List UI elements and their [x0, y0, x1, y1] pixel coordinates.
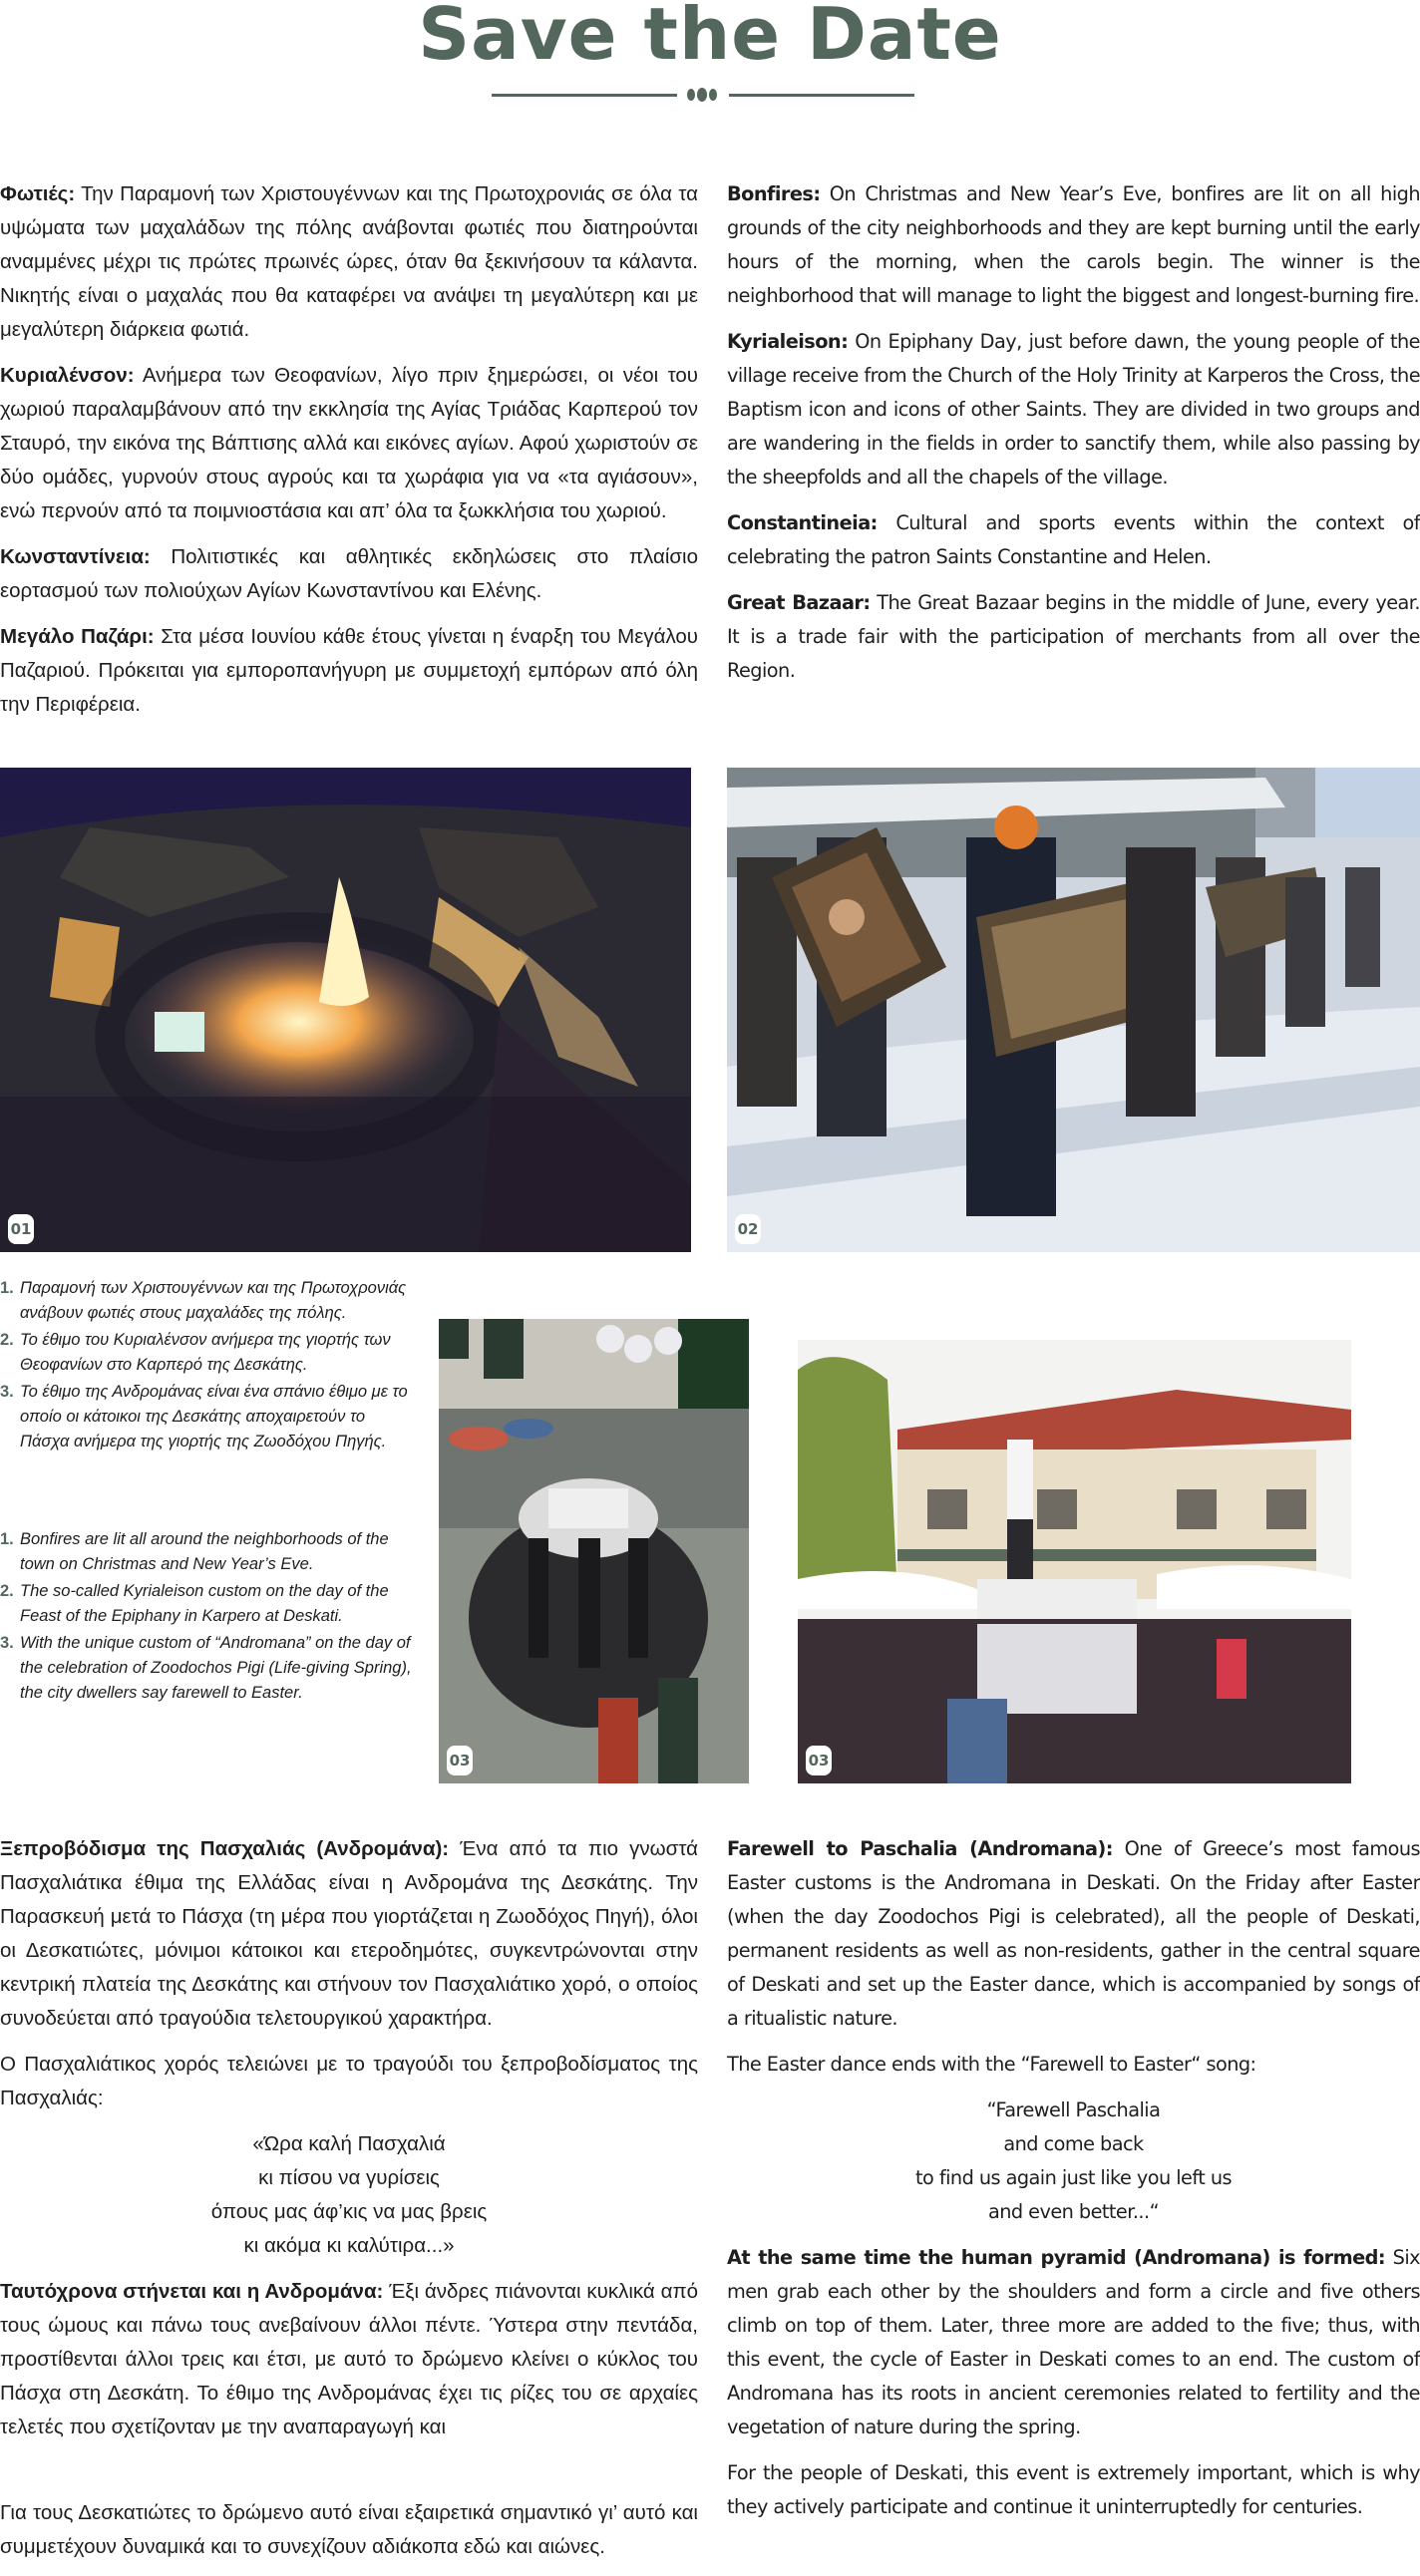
caption-item — [0, 1276, 419, 1326]
body-text: On Epiphany Day, just before dawn, the young people of the village receive from the Church of the Holy Trinity at Karperos the Cross, the Baptism icon and icons of other Saints. They are divided in two groups and are wandering in the fields in order to sanctify them, while also passing by the sheepfolds and all the chapels of the village. — [727, 330, 1420, 488]
paragraph-great-bazaar — [727, 586, 1420, 688]
body-text: Την Παραμονή των Χριστουγέννων και της Πρωτοχρονιάς σε όλα τα υψώματα των μαχαλάδων της πόλης ανάβονται φωτιές που διατηρούνται αναμμένες μέχρι τις πρώτες πρωινές ώρες, όταν θα ξεκινήσουν τα κάλαντα. Νικητής είναι ο μαχαλάς που θα καταφέρει να ανάψει τη μεγαλύτερη και με μεγαλύτερη διάρκεια φωτιά. — [0, 182, 698, 341]
body-text: On Christmas and New Year’s Eve, bonfires are lit on all high grounds of the city neighborhoods and they are kept burning until the early hours of the morning, when the carols begin. The winner is the neighborhood that will manage to light the biggest and longest-burning fire. — [727, 182, 1420, 307]
paragraph-andromana-intro — [727, 1832, 1420, 2036]
body-text: Στα μέσα Ιουνίου κάθε έτους γίνεται η έναρξη του Μεγάλου Παζαριού. Πρόκειται για εμποροπανήγυρη με συμμετοχή εμπόρων από όλη την Περιφέρεια. — [0, 625, 698, 716]
body-text: One of Greece’s most famous Easter customs is the Andromana in Deskati. On the Friday after Easter (when the day Zoodochos Pigi is celebrated), all the people of Deskati, permanent residents as well as non-residents, gather in the central square of Deskati and set up the Easter dance, which is accompanied by songs of a ritualistic nature. — [727, 1837, 1420, 2030]
caption-number: 3. — [0, 1383, 14, 1401]
paragraph-kyrialeison — [727, 325, 1420, 494]
paragraph-konstantineia — [0, 540, 698, 608]
caption-item — [0, 1527, 419, 1577]
photo-captions-greek — [0, 1276, 419, 1456]
term: Μεγάλο Παζάρι: — [0, 625, 155, 648]
caption-item — [0, 1579, 419, 1629]
caption-item — [0, 1631, 419, 1706]
divider-dot — [709, 89, 717, 101]
paragraph-fotes — [0, 177, 698, 347]
term: Φωτιές: — [0, 182, 76, 205]
term: Ξεπροβόδισμα της Πασχαλιάς (Ανδρομάνα): — [0, 1837, 450, 1860]
term: Κυριαλένσον: — [0, 364, 135, 387]
caption-number: 1. — [0, 1279, 14, 1297]
lyric-line: to find us again just like you left us — [915, 2166, 1232, 2189]
english-events-column — [727, 177, 1420, 700]
paragraph-megalo-pazari — [0, 620, 698, 722]
body-text: Ανήμερα των Θεοφανίων, λίγο πριν ξημερώσει, οι νέοι του χωριού παραλαμβάνουν από την εκκλησία της Αγίας Τριάδας Καρπερού τον Σταυρό, την εικόνα της Βάπτισης αλλά και εικόνες αγίων. Αφού χωριστούν σε δύο ομάδες, γυρνούν στους αγρούς και τα χωράφια για να «τα αγιάσουν», ενώ περνούν από τα ποιμνιοστάσια και απ’ όλα τα ξωκκλήσια του χωριού. — [0, 364, 698, 522]
body-text: Έξι άνδρες πιάνονται κυκλικά από τους ώμους και πάνω τους ανεβαίνουν άλλοι πέντε. Ύστερα στην πεντάδα, προστίθενται άλλοι τρεις και έτσι, με αυτό το δρώμενο κλείνει ο κύκλος του Πάσχα στη Δεσκάτη. Το έθιμο της Ανδρομάνας έχει τις ρίζες του σε αρχαίες τελετές που σχετίζονταν με την αναπαραγωγή και — [0, 2280, 698, 2438]
term: Κωνσταντίνεια: — [0, 545, 151, 568]
caption-text: Bonfires are lit all around the neighborhoods of the town on Christmas and New Year’s Eve. — [20, 1530, 389, 1573]
lyric-line: and come back — [1003, 2132, 1144, 2155]
body-text: Six men grab each other by the shoulders and form a circle and five others climb on top of them. Later, three more are added to the five; thus, with this event, the cycle of Easter in Deskati comes to an end. The custom of Andromana has its roots in ancient ceremonies related to fertility and the vegetation of nature during the spring. — [727, 2246, 1420, 2438]
photo-number-badge: 01 — [8, 1214, 34, 1244]
greek-events-column — [0, 177, 698, 734]
caption-text: Παραμονή των Χριστουγέννων και της Πρωτοχρονιάς ανάβουν φωτιές στους μαχαλάδες της πόλης. — [20, 1279, 407, 1322]
caption-text: Το έθιμο του Κυριαλένσον ανήμερα της γιορτής των Θεοφανίων στο Καρπερό της Δεσκάτης. — [20, 1331, 391, 1374]
body-text: Cultural and sports events within the context of celebrating the patron Saints Constantine and Helen. — [727, 511, 1420, 568]
paragraph-dance-ending: Ο Πασχαλιάτικος χορός τελειώνει με το τραγούδι του ξεπροβοδίσματος της Πασχαλιάς: — [0, 2053, 698, 2109]
divider-line-right — [729, 94, 914, 97]
song-lyrics-english — [727, 2093, 1420, 2229]
caption-number: 1. — [0, 1530, 14, 1548]
caption-text: With the unique custom of “Andromana” on the day of the celebration of Zoodochos Pigi (Life-giving Spring), the city dwellers say farewell to Easter. — [20, 1634, 412, 1702]
caption-number: 2. — [0, 1582, 14, 1600]
lyric-line: κι πίσου να γυρίσεις — [258, 2166, 440, 2189]
caption-number: 3. — [0, 1634, 14, 1652]
photo-number-badge: 03 — [447, 1746, 473, 1775]
body-text: The Great Bazaar begins in the middle of June, every year. It is a trade fair with the participation of merchants from all over the Region. — [727, 591, 1420, 682]
term: Great Bazaar: — [727, 591, 871, 614]
caption-item — [0, 1328, 419, 1378]
english-andromana-column — [727, 1832, 1420, 2536]
title-divider-ornament — [492, 86, 914, 102]
photo-number-badge: 03 — [806, 1746, 832, 1775]
song-lyrics-greek — [0, 2127, 698, 2263]
human-pyramid-photo — [798, 1340, 1351, 1783]
caption-number: 2. — [0, 1331, 14, 1349]
lyric-line: “Farewell Paschalia — [986, 2098, 1161, 2121]
bonfire-photo — [0, 768, 691, 1252]
term: Kyrialeison: — [727, 330, 849, 353]
caption-text: The so-called Kyrialeison custom on the day of the Feast of the Epiphany in Karpero at Deskati. — [20, 1582, 389, 1625]
paragraph-constantineia — [727, 506, 1420, 574]
lyric-line: «Ώρα καλή Πασχαλιά — [252, 2132, 446, 2155]
paragraph-importance: For the people of Deskati, this event is extremely important, which is why they actively participate and continue it uninterruptedly for centuries. — [727, 2461, 1420, 2518]
paragraph-pyramid — [727, 2241, 1420, 2444]
lyric-line: κι ακόμα κι καλύτιρα...» — [243, 2234, 455, 2257]
photo-number-badge: 02 — [735, 1214, 761, 1244]
divider-dot — [687, 89, 695, 101]
paragraph-bonfires — [727, 177, 1420, 313]
lyric-line: and even better...“ — [987, 2200, 1160, 2223]
term: Constantineia: — [727, 511, 878, 534]
paragraph-andromana-intro — [0, 1832, 698, 2036]
paragraph-kyrialenson — [0, 359, 698, 528]
paragraph-pyramid — [0, 2275, 698, 2444]
term: Ταυτόχρονα στήνεται και η Ανδρομάνα: — [0, 2280, 384, 2303]
photo-captions-english — [0, 1527, 419, 1708]
divider-line-left — [492, 94, 677, 97]
body-text: Ένα από τα πιο γνωστά Πασχαλιάτικα έθιμα της Ελλάδας είναι η Ανδρομάνα της Δεσκάτης. Την Παρασκευή μετά το Πάσχα (τη μέρα που γιορτάζεται η Ζωοδόχος Πηγή), όλοι οι Δεσκατιώτες, μόνιμοι κάτοικοι και ετεροδημότες, συγκεντρώνονται στην κεντρική πλατεία της Δεσκάτης και στήνουν τον Πασχαλιάτικο χορό, ο οποίος συνοδεύεται από τραγούδια τελετουργικού χαρακτήρα. — [0, 1837, 698, 2030]
circle-dance-photo — [439, 1319, 749, 1783]
term: Farewell to Paschalia (Andromana): — [727, 1837, 1113, 1860]
caption-item — [0, 1380, 419, 1454]
body-text: Πολιτιστικές και αθλητικές εκδηλώσεις στο πλαίσιο εορτασμού των πολιούχων Αγίων Κωνσταντίνου και Ελένης. — [0, 545, 698, 602]
term: At the same time the human pyramid (Andromana) is formed: — [727, 2246, 1386, 2269]
divider-dot — [697, 88, 707, 102]
caption-text: Το έθιμο της Ανδρομάνας είναι ένα σπάνιο έθιμο με το οποίο οι κάτοικοι της Δεσκάτης αποχαιρετούν το Πάσχα ανήμερα της γιορτής της Ζωοδόχου Πηγής. — [20, 1383, 408, 1450]
term: Bonfires: — [727, 182, 821, 205]
page-title: Save the Date — [418, 0, 1002, 76]
procession-photo — [727, 768, 1420, 1252]
lyric-line: όπους μας άφ’κις να μας βρεις — [210, 2200, 488, 2223]
greek-andromana-column — [0, 1832, 698, 2576]
paragraph-dance-ending: The Easter dance ends with the “Farewell to Easter“ song: — [727, 2053, 1256, 2076]
paragraph-importance: Για τους Δεσκατιώτες το δρώμενο αυτό είναι εξαιρετικά σημαντικό γι’ αυτό και συμμετέχουν δυναμικά και το συνεχίζουν αδιάκοπα εδώ και αιώνες. — [0, 2501, 698, 2558]
